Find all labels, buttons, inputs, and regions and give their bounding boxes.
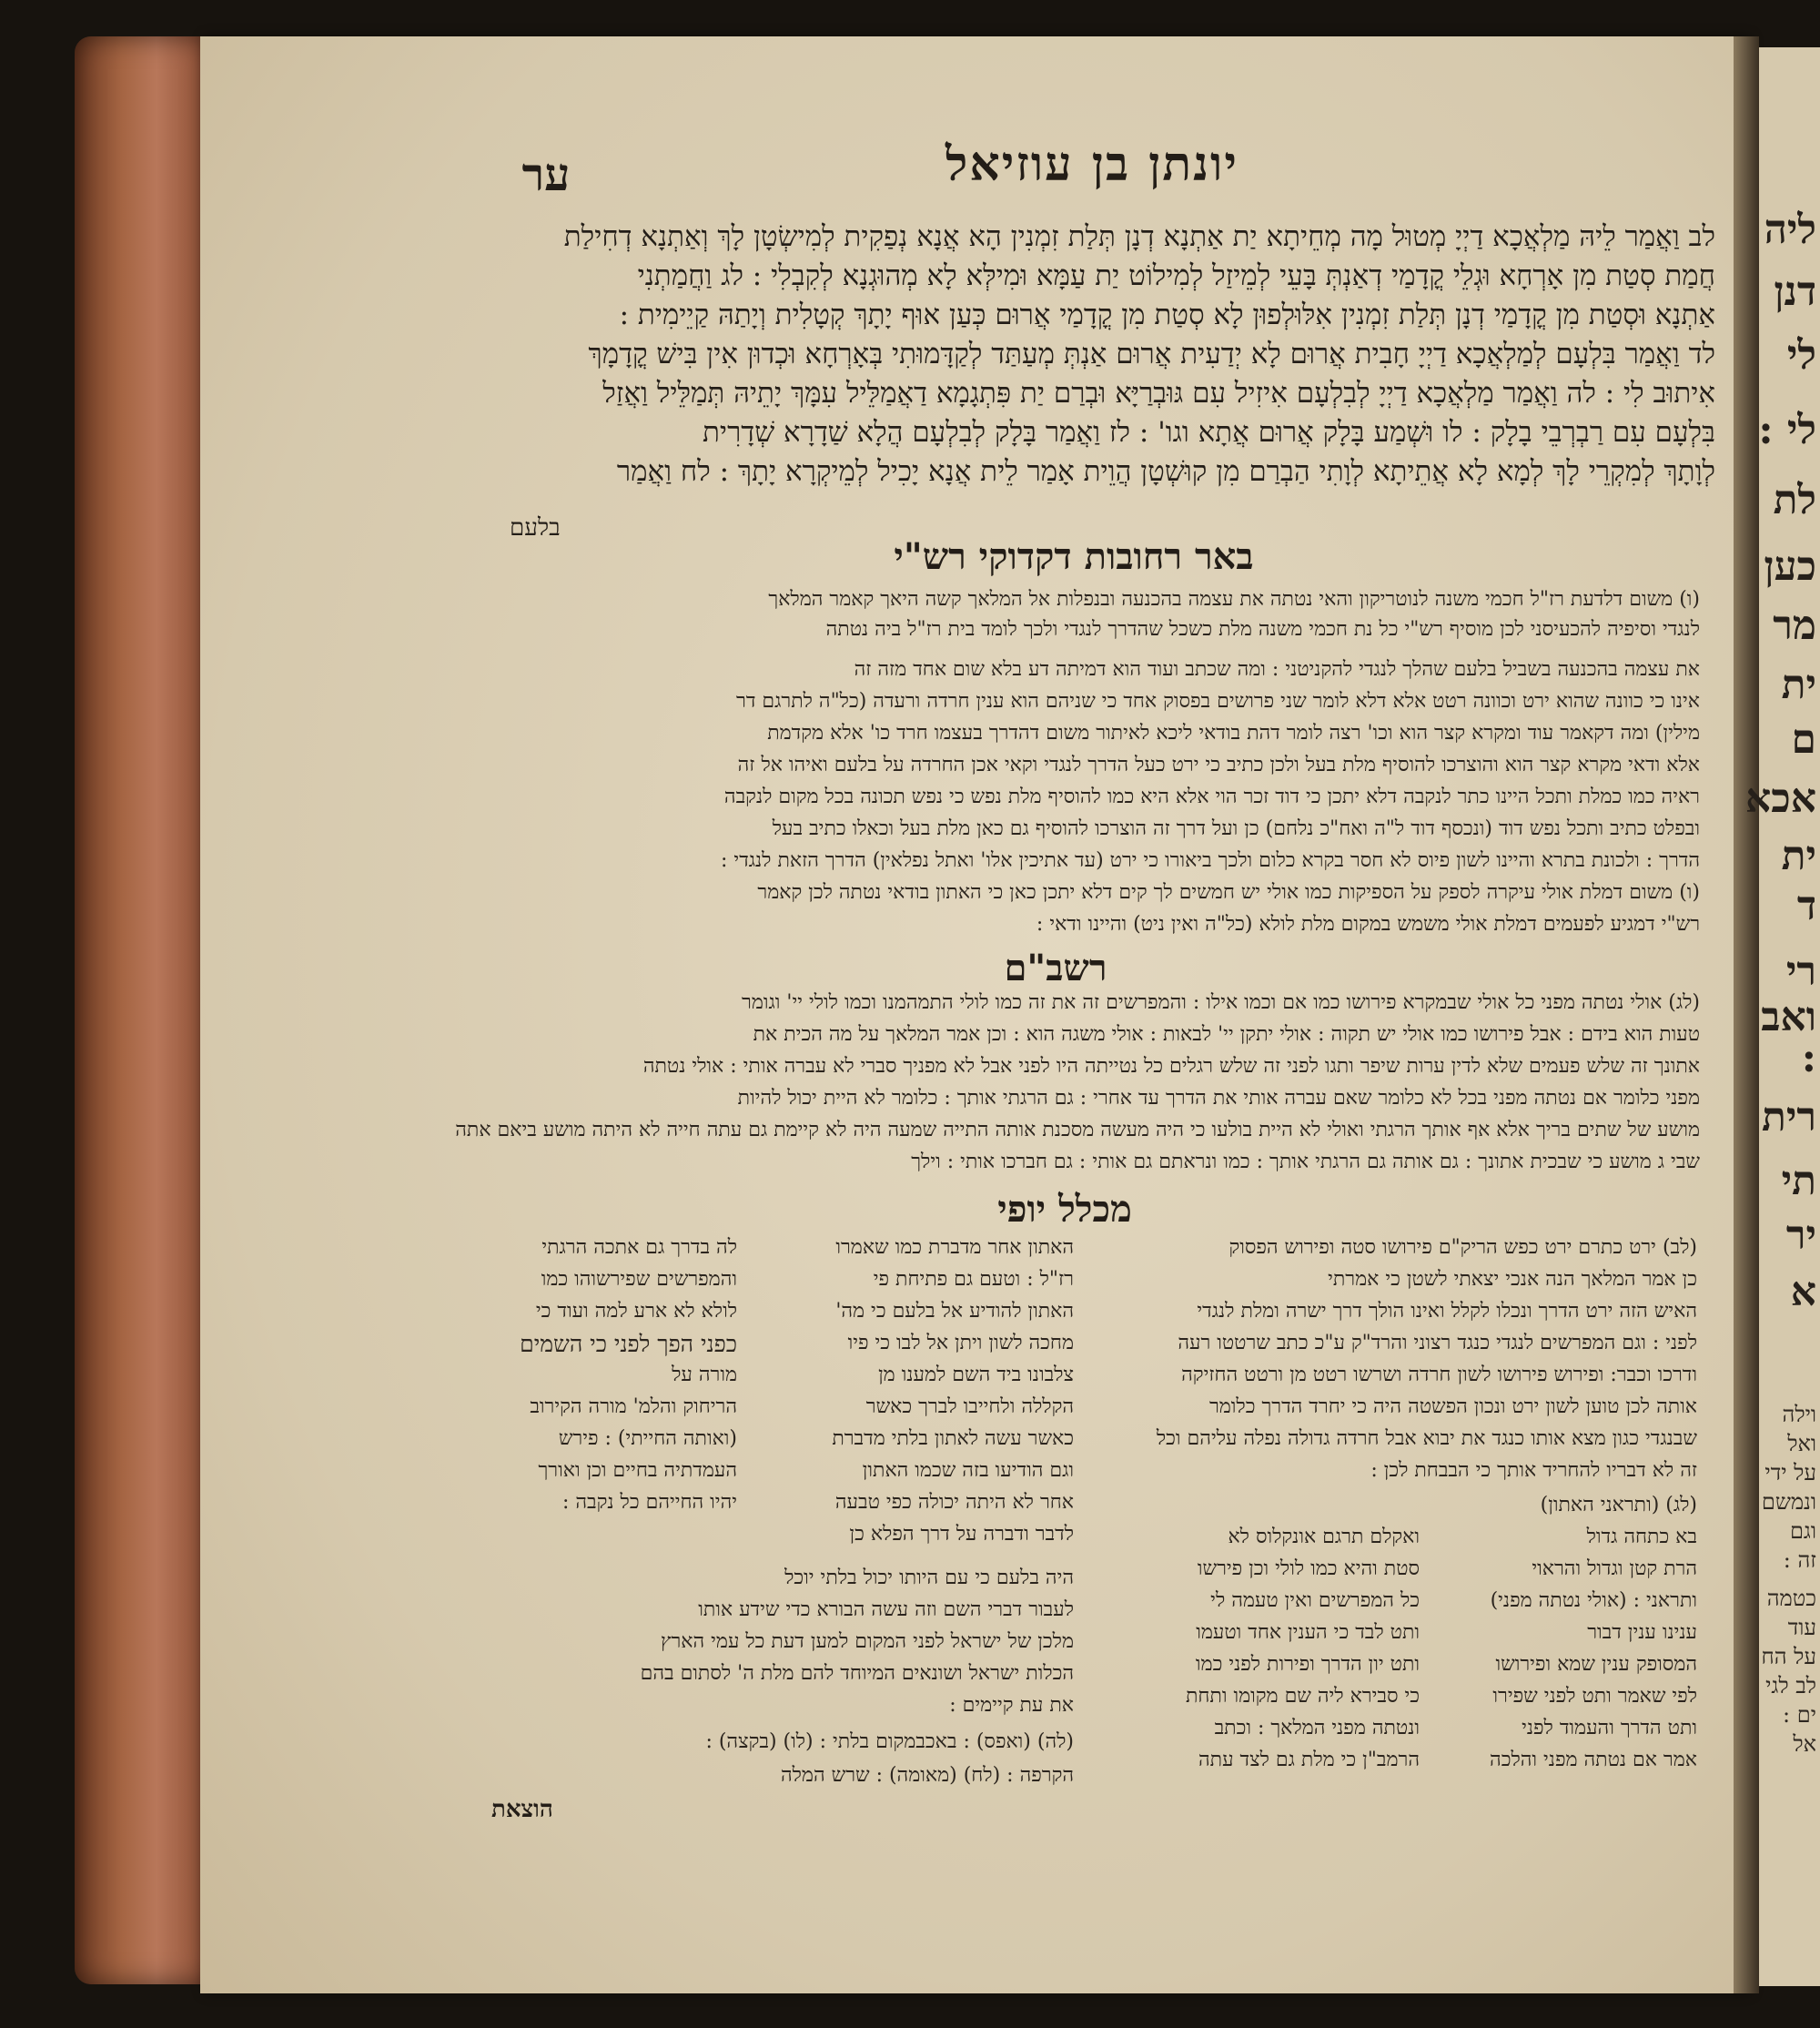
mikhlal-right-b-line: הרמב"ן כי מלת גם לצד עתה (1198, 1749, 1420, 1771)
mikhlal-bottom-line: הקרפה : (לח) (מאומה) : שרש המלה (780, 1764, 1074, 1787)
mikhlal-right-line: שבנגדי כגון מצא אותו כנגד את יבוא אבל חרדה גדולה נפלה עליהם וכל (1156, 1427, 1697, 1450)
mikhlal-right-b-line: ואקלם תרגם אונקלוס לא (1228, 1526, 1420, 1548)
next-page-small-fragment: ונמשם (1761, 1489, 1816, 1515)
mikhlal-right-b-line: ונטתה מפני המלאך : וכתב (1214, 1717, 1420, 1739)
next-page-small-fragment: על הח (1761, 1644, 1816, 1669)
mikhlal-mid-line: אחר לא היתה יכולה כפי טבעה (834, 1491, 1074, 1514)
mikhlal-right-line: כן אמר המלאך הנה אנכי יצאתי לשטן כי אמרתי (1328, 1268, 1697, 1291)
next-page-fragment: ואב (1761, 994, 1816, 1040)
mikhlal-left-line: יהיו החייהם כל נקבה : (561, 1491, 737, 1514)
mikhlal-left-line: לה בדרך גם אתכה הרגתי (541, 1236, 737, 1259)
mikhlal-right-a-line: ותראני : (אולי נטתה מפני) (1490, 1589, 1697, 1612)
mikhlal-mid-wide-line: לעבור דברי השם וזה עשה הבורא כדי שידע אותו (698, 1598, 1074, 1621)
page-number: ער (521, 147, 571, 201)
mikhlal-mid-line: וגם הודיעו בזה שכמו האתון (862, 1459, 1074, 1482)
mikhlal-right-b-line: כל המפרשים ואין טעמה לי (1210, 1589, 1420, 1612)
mikhlal-right-a-line: ותט הדרך והעמוד לפני (1522, 1717, 1697, 1739)
next-page-fragment: כען (1764, 543, 1816, 590)
mikhlal-left-line: הריחוק והלמ' מורה הקירוב (530, 1395, 737, 1418)
mikhlal-right-a-line: לפי שאמר ותט לפני שפירו (1492, 1685, 1697, 1708)
targum-line: אִיתוּב לִי : לה וַאֲמַר מַלְאֲכָא דַיְיָ לְבִלְעָם אִיזִיל עִם גּוּבְרַיָּא וּבְרַם יַת פִּתְגָמָא דַאֲמַלֵּיל עִמָּךְ יָתֵיהּ תְּמַלֵּיל וַאֲזַל (602, 377, 1715, 410)
mikhlal-left-line: העמדתיה בחיים וכן ואורך (538, 1459, 737, 1482)
beer-line: לנגדי וסיפיה להכעיסני לכן מוסיף רש"י כל נת חכמי משנה מלת כשכל שהדרך לנגדי ולכך לומד בית רז"ל ביה נטתה (825, 618, 1700, 641)
next-page-fragment: לי (1786, 332, 1816, 379)
next-page-fragment: רית (1762, 1094, 1816, 1141)
mikhlal-left-line: מורה על (672, 1364, 737, 1386)
next-page-small-fragment: זה : (1783, 1547, 1816, 1573)
targum-line: בִּלְעָם עִם רַבְרְבֵי בָלָק : לו וּשְׁמַע בָּלָק אֲרוּם אֲתָא וגו' : לז וַאֲמַר בָּלָק לְבִלְעָם הֲלָא שַׁדָרָא שְׁדָרִית (703, 416, 1715, 449)
beer-line: (ו) משום דלדעת רז"ל חכמי משנה לנוטריקון והאי נטתה את עצמה בהכנעה ובנפלות אל המלאך קשה היאך קאמר המלאך (768, 588, 1700, 611)
mikhlal-mid-line: רז"ל : וטעם גם פתיחת פי (873, 1268, 1074, 1291)
next-page-fragment: א (1790, 1269, 1816, 1315)
mikhlal-right-b-line: סטת והיא כמו לולי וכן פירשו (1197, 1557, 1420, 1580)
mikhlal-right-line: (לב) ירט כתרם ירט כפש הריק"ם פירושו סטה ופירוש הפסוק (1228, 1236, 1697, 1259)
mikhlal-left-line: כפני הפך לפני כי השמים (520, 1331, 737, 1357)
next-page-small-fragment: וגם (1789, 1518, 1816, 1544)
section-title-rashbam: רשב"ם (1004, 947, 1107, 989)
mikhlal-right-a-line: בא כתחה גדול (1586, 1526, 1697, 1548)
beer-line: (ו) משום דמלת אולי עיקרה לספק על הספיקות כמו אולי יש חמשים לך קים דלא יתכן כאן כי האתון בודאי נטתה לכן קאמר (757, 881, 1700, 904)
mikhlal-bottom-line: (לה) (ואפס) : באכבמקום בלתי : (לו) (בקצה) : (705, 1730, 1074, 1753)
beer-line: רש"י דמגיע לפעמים דמלת אולי משמש במקום מלת לולא (כל"ה ואין ניט) והיינו ודאי : (1036, 913, 1700, 936)
rashbam-line: מושע של שתים בריך אלא אף אותך הרגתי ואולי לא היית בולעו כי היה מעשה מסכנת אותה התייה שמעה היה לא קיימת גם עתה חייה לא היתה מושע ביאם אתה (455, 1119, 1700, 1141)
next-page-fragment: ם (1791, 716, 1816, 763)
mikhlal-right-line: ודרכו וכבר: ופירוש פירושו לשון חרדה ושרשו רטט מן ורטט החזיקה (1181, 1364, 1697, 1386)
mikhlal-right-line: אותה לכן טוען לשון ירט ונכון הפשטה היה כי יחרד הדרך כלומר (1208, 1395, 1697, 1418)
mikhlal-right-b-line: כי סבירא ליה שם מקומו ותחת (1186, 1685, 1420, 1708)
next-page-small-fragment: ואל (1787, 1431, 1816, 1456)
next-page-small-fragment: כטמה (1766, 1586, 1816, 1611)
mikhlal-mid-line: לדבר ודברה על דרך הפלא כן (849, 1523, 1074, 1546)
mikhlal-mid-line: כאשר עשה לאתון בלתי מדברת (832, 1427, 1074, 1450)
mikhlal-right-a-line: ענינו ענין דבור (1587, 1621, 1697, 1644)
mikhlal-right-line: זה לא דבריו להחריד אותך כי הבבחת לכן : (1370, 1459, 1697, 1482)
mikhlal-right-b-line: ותט לבד כי הענין אחד וטעמו (1196, 1621, 1420, 1644)
targum-line: לב וַאֲמַר לֵיהּ מַלְאֲכָא דַיְיָ מְטוּל מָה מְחֵיתָא יַת אַתְנָא דְנָן תְּלַת זִמְנִין הָא אֲנָא נְפַקִית לְמִישְׂטָן לָךְ וְאַתְנָא דְחִילַת (563, 220, 1715, 253)
rashbam-line: שבי ג מושע כי שבכית אתונך : גם אותה גם הרגתי אותך : כמו ונראתם גם אותי : גם חברכו אותי : וילך (911, 1151, 1700, 1173)
running-title: יונתן בן עוזיאל (945, 137, 1239, 192)
beer-line: אלא ודאי מקרא קצר הוא והוצרכו להוסיף מלת בעל ולכן כתיב כי ירט כעל הדרך לנגדי וקאי אכן החרדה על בלעם ואיהו אל זה (737, 754, 1700, 776)
targum-line: אַתְנָא וּסְטַת מִן קֳדָמַי דְנָן תְּלַת זִמְנִין אִלּוּלְפוּן לָא סְטַת מִן קֳדָמַי אֲרוּם כְּעַן אוּף יָתָךְ קְטָלִית וְיָתַהּ קַיֵימִית : (619, 299, 1715, 331)
next-page-small-fragment: על ידי (1764, 1460, 1816, 1486)
beer-line: ראיה כמו כמלת ותכל היינו כתר לנקבה דלא יתכן כי דוד זכר הוי אלא היא כמו להוסיף מלת נפש כי נפש תכונה בכל מקום לנקבה (723, 786, 1700, 808)
mikhlal-mid-wide-line: את עת קיימים : (949, 1694, 1074, 1717)
next-page-small-fragment: ים : (1783, 1702, 1816, 1728)
rashbam-line: (לג) אולי נטתה מפני כל אולי שבמקרא פירושו כמו אם וכמו אילו : והמפרשים זה את זה כמו לולי התמהמנו וכמו לולי יי' וגומר (742, 991, 1700, 1014)
mikhlal-mid-wide-line: הכלות ישראל ושונאים המיוחד להם מלת ה' לסתום בהם (640, 1662, 1074, 1685)
rashbam-line: טעות הוא בידם : אבל פירושו כמו אולי יש תקוה : אולי יתקן יי' לבאות : אולי משגה הוא : וכן אמר המלאך על מה הכית את (753, 1023, 1700, 1046)
mikhlal-left-line: (ואותה החייתי) : פירש (558, 1427, 737, 1450)
mikhlal-mid-line: האתון אחר מדברת כמו שאמרו (835, 1236, 1074, 1259)
rashbam-line: מפני כלומר אם נטתה מפני בכל לא כלומר שאם עברה אותי את הדרך עד אחרי : גם הרגתי אותך : כלומר לא היית יכול להיות (737, 1087, 1700, 1110)
next-page-small-fragment: לב לגי (1765, 1673, 1816, 1698)
beer-line: הדרך : ולכונת בתרא והיינו לשון פיוס לא חסר בקרא כלום ולכך ביאורו כי ירט (עד אתיכין אלו' ואתל נפלאין) הדרך הזאת לנגדי : (721, 849, 1700, 872)
section-title-beer: באר רחובות דקדוקי רש"י (894, 535, 1254, 578)
mikhlal-right-line: לפני : וגם המפרשים לנגדי כנגד רצוני והרד"ק ע"כ כתב שרטטו רעה (1178, 1332, 1697, 1354)
next-page-fragment: מר (1773, 603, 1816, 649)
next-page-fragment: תי (1781, 1158, 1816, 1204)
next-page-fragment: לת (1773, 477, 1816, 523)
targum-line: לד וַאֲמַר בִּלְעָם לְמַלְאֲכָא דַיְיָ חָבִית אֲרוּם לָא יְדַעִית אֲרוּם אַנְתְּ מְעַתַּד לְקַדָּמוּתִי בְּאָרְחָא וּכְדוּן אִין בִּישׁ קֳדָמָךְ (588, 338, 1715, 370)
mikhlal-right-a-line: (לג) (ותראני האתון) (1540, 1494, 1697, 1516)
next-page-fragment: דנן (1774, 269, 1816, 315)
targum-line: לְוָתָךְ לְמִקְרֵי לָךְ לְמָא לָא אֲתֵיתָא לְוָתִי הַבְרַם מִן קוּשְׁטָן הֲוֵית אָמַר לֵית אֲנָא יָכִיל לְמֵיקְרָא יָתָךְ : לח וַאֲמַר (616, 455, 1715, 488)
next-page-fragment: ית (1781, 833, 1816, 879)
beer-line: את עצמה בהכנעה בשביל בלעם שהלך לנגדי להקניטני : ומה שכתב ועוד הוא דמיתה דע בלא שום אחד מזה זה (854, 658, 1700, 681)
beer-line: אינו כי כוונה שהוא ירט וכוונה רטט אלא דלא לומר שני פרושים בפסוק אחד כי שניהם הוא ענין חרדה ורעדה (כל"ה לתרגם דר (736, 690, 1700, 713)
rashbam-line: אתונך זה שלש פעמים שלא לדין ערות שיפר ותגו לפני זה שלש רגלים כל נטייתה היו לפני אבל לא מפניך סברי לא עברה אותי : אולי נטתה (642, 1055, 1700, 1078)
book-gutter (1734, 36, 1759, 1993)
mikhlal-left-line: לולא לא ארע למה ועוד כי (535, 1300, 737, 1323)
next-page-fragment: יר (1785, 1212, 1816, 1259)
mikhlal-right-a-line: אמר אם נטתה מפני והלכה (1490, 1749, 1697, 1771)
next-page-fragment: רי (1785, 948, 1816, 995)
next-page-fragment: ד (1796, 883, 1816, 929)
targum-line: חֲמַת סְטַת מִן אָרְחָא וּגְלֵי קֳדָמַי דְאַנְתְּ בָּעֵי לְמֵיזַל לְמִילוֹט יַת עַמָּא וּמִילְּא לָא מְהוּגְנָא לְקִבְלִי : לג וַחֲמַתְנִי (637, 259, 1715, 292)
targum-catchword: בלעם (510, 514, 561, 542)
next-page-small-fragment: וילה (1782, 1402, 1816, 1427)
next-page-fragment: אכא (1744, 776, 1816, 822)
next-page-fragment: ית (1781, 662, 1816, 708)
mikhlal-mid-line: הקללה ולחייבו לברך כאשר (865, 1395, 1074, 1418)
mikhlal-mid-wide-line: מלכן של ישראל לפני המקום למען דעת כל עמי הארץ (661, 1630, 1074, 1653)
mikhlal-mid-line: מחכה לשון ויתן אל לבו כי פיו (847, 1332, 1074, 1354)
next-page-fragment: לי : (1758, 407, 1816, 453)
mikhlal-right-a-line: הרת קטן וגדול והראוי (1532, 1557, 1697, 1580)
next-page-strip (1744, 47, 1820, 1986)
next-page-small-fragment: אל (1793, 1731, 1816, 1757)
mikhlal-right-a-line: המסופק ענין שמא ופירושו (1495, 1653, 1697, 1676)
book-fore-edge (75, 36, 211, 1984)
mikhlal-left-line: והמפרשים שפירשוהו כמו (541, 1268, 737, 1291)
next-page-fragment: : (1801, 1035, 1816, 1081)
beer-line: מילין) ומה דקאמר עוד ומקרא קצר הוא וכו' רצה לומר דהת בודאי ליכא לאיתור משום דהדרך בעצמו חרד כו' אלא מקדמת (767, 722, 1700, 745)
next-page-fragment: ליה (1764, 207, 1816, 253)
mikhlal-right-b-line: ותט יון הדרך ופירות לפני כמו (1195, 1653, 1420, 1676)
section-title-mikhlal: מכלל יופי (997, 1188, 1132, 1231)
next-page-small-fragment: עוד (1787, 1615, 1816, 1640)
mikhlal-mid-wide-line: היה בלעם כי עם היותו יכול בלתי יוכל (784, 1567, 1074, 1589)
mikhlal-right-line: האיש הזה ירט הדרך ונכלו לקלל ואינו הולך דרך ישרה ומלת לנגדי (1197, 1300, 1697, 1323)
page-catchword: הוצאת (491, 1796, 553, 1823)
mikhlal-mid-line: צלבונו ביד השם למענו מן (878, 1364, 1074, 1386)
beer-line: ובפלט כתיב ותכל נפש דוד (ונכסף דוד ל"ה ואח"כ נלחם) כן ועל דרך זה הוצרכו להוסיף גם כאן מלת בעל וכאלו כתיב בעל (772, 817, 1700, 840)
mikhlal-mid-line: האתון להודיע אל בלעם כי מה' (835, 1300, 1074, 1323)
